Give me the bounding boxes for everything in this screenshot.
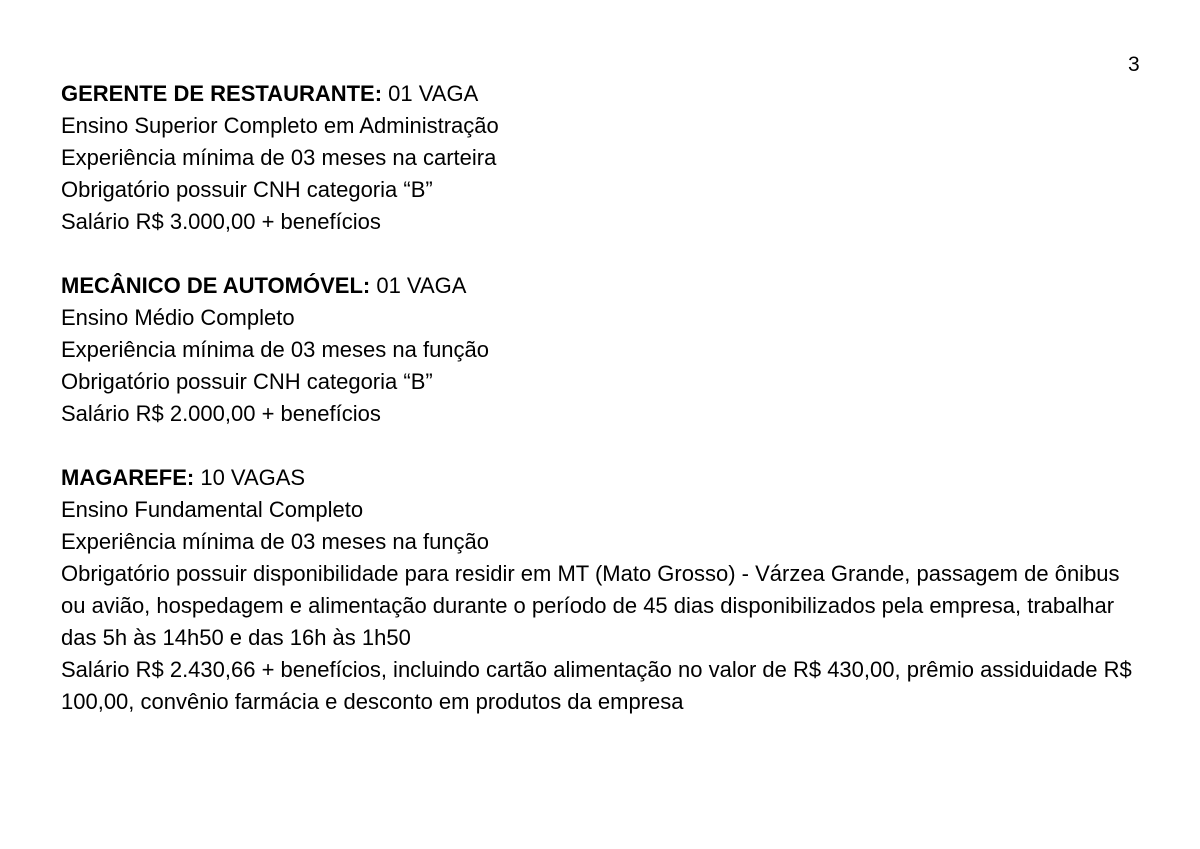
job-requirement: Obrigatório possuir CNH categoria “B” [61, 369, 433, 394]
job-requirement: Obrigatório possuir disponibilidade para residir em MT (Mato Grosso) - Várzea Grande, passagem de ônibus ou avião, hospedagem e alimentação durante o período de 45 dias disponibilizados pela empresa, trabalhar das 5h às 14h50 e das 16h às 1h50 [61, 561, 1120, 650]
job-title: MAGAREFE: [61, 465, 195, 490]
job-heading [61, 462, 1141, 494]
job-salary: Salário R$ 2.430,66 + benefícios, incluindo cartão alimentação no valor de R$ 430,00, prêmio assiduidade R$ 100,00, convênio farmácia e desconto em produtos da empresa [61, 657, 1132, 714]
job-salary: Salário R$ 3.000,00 + benefícios [61, 209, 381, 234]
job-experience: Experiência mínima de 03 meses na função [61, 529, 490, 554]
page-number: 3 [1128, 53, 1140, 76]
job-education: Ensino Médio Completo [61, 305, 295, 330]
job-requirement: Obrigatório possuir CNH categoria “B” [61, 177, 433, 202]
job-salary: Salário R$ 2.000,00 + benefícios [61, 401, 381, 426]
job-listing-butcher [61, 462, 1141, 718]
job-vacancies: 10 VAGAS [194, 465, 306, 490]
job-listing-auto-mechanic [61, 270, 1141, 430]
job-vacancies: 01 VAGA [370, 273, 467, 298]
job-education: Ensino Fundamental Completo [61, 497, 364, 522]
job-vacancies: 01 VAGA [382, 81, 479, 106]
job-listings [61, 78, 1141, 750]
job-title: GERENTE DE RESTAURANTE: [61, 81, 383, 106]
job-experience: Experiência mínima de 03 meses na função [61, 337, 490, 362]
job-title: MECÂNICO DE AUTOMÓVEL: [61, 273, 371, 298]
job-education: Ensino Superior Completo em Administração [61, 113, 499, 138]
job-heading [61, 270, 1141, 302]
job-listing-restaurant-manager [61, 78, 1141, 238]
job-heading [61, 78, 1141, 110]
job-experience: Experiência mínima de 03 meses na carteira [61, 145, 497, 170]
